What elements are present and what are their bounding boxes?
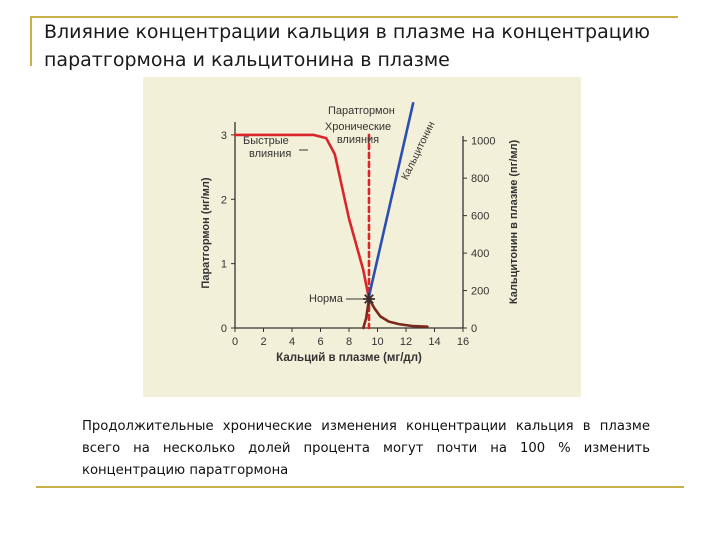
annotation-fast: влияния [249,148,292,160]
x-tick-label: 16 [456,336,470,348]
y-right-tick-label: 200 [471,285,490,298]
axes-layer [200,122,520,364]
calcium-chart [143,77,581,397]
y-left-axis-title: Паратгормон (нг/мл) [200,177,212,289]
title-rule-left [30,16,32,66]
annotation-fast: Быстрые [243,135,289,147]
annotation-parathormone: Паратгормон [328,105,395,117]
y-left-tick-label: 2 [220,194,227,207]
x-tick-label: 10 [371,336,384,348]
normal-point-marker [363,293,375,305]
x-tick-label: 0 [231,336,239,348]
x-tick-label: 12 [399,336,413,348]
x-tick-label: 2 [260,336,267,348]
annotation-calcitonin: Кальцитонин [399,119,438,182]
slide-title: Влияние концентрации кальция в плазме на концентрацию паратгормона и кальцитонина в плазме [44,21,651,71]
annotation-norm: Норма [309,293,343,305]
annotation-chronic: Хронические [324,121,392,133]
y-left-tick-label: 3 [220,129,227,142]
label-layer [243,105,438,305]
bottom-rule [36,486,684,488]
chart-figure [143,77,581,397]
x-tick-label: 14 [428,336,441,348]
y-left-tick-label: 0 [220,323,227,335]
y-right-tick-label: 400 [471,248,490,261]
y-right-axis-title: Кальцитонин в плазме (пг/мл) [508,139,520,305]
slide-caption: Продолжительные хронические изменения концентрации кальция в плазме всего на несколько долей процента могут почти на 100 % изменить концентрацию паратгормона [82,419,650,478]
y-left-tick-label: 1 [220,258,227,271]
annotation-chronic: влияния [336,134,380,146]
y-right-tick-label: 800 [471,173,490,186]
series-line-3 [369,299,427,327]
y-right-tick-label: 1000 [471,135,496,148]
x-tick-label: 8 [345,336,353,348]
y-right-tick-label: 0 [471,323,478,335]
x-tick-label: 4 [288,336,296,348]
x-tick-label: 6 [317,336,324,348]
y-right-tick-label: 600 [471,210,490,223]
x-axis-title: Кальций в плазме (мг/дл) [276,352,422,364]
